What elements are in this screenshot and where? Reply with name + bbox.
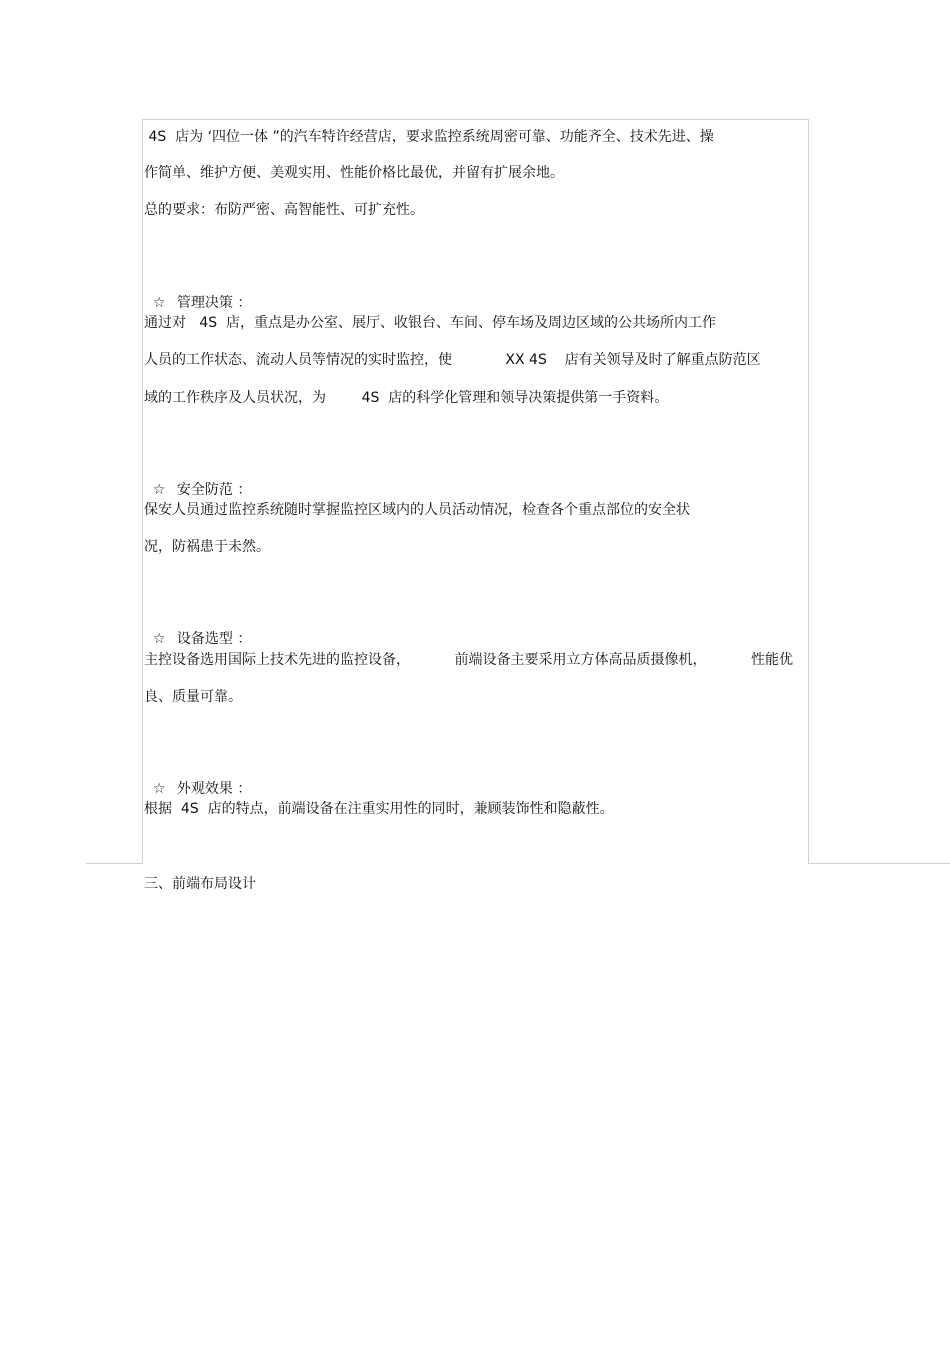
next-section-heading: 三、前端布局设计	[144, 876, 256, 892]
section-text-line: 通过对 4S 店，重点是办公室、展厅、收银台、车间、停车场及周边区域的公共场所内工作	[144, 315, 717, 331]
section-title: 管理决策 ：	[176, 295, 252, 311]
table-right-border	[808, 119, 809, 864]
star-icon: ☆	[152, 295, 166, 311]
section-text-line: 良、质量可靠。	[144, 689, 242, 705]
section-heading-appearance	[144, 762, 251, 798]
table-bottom-border-left	[86, 863, 143, 864]
section-text-line: 人员的工作状态、流动人员等情况的实时监控，使 XX 4S 店有关领导及时了解重点防范区	[144, 352, 761, 368]
intro-line-1: 4S 店为 ‘四位一体 ”的汽车特许经营店，要求监控系统周密可靠、功能齐全、技术先进、操	[144, 129, 714, 145]
section-text-line: 根据 4S 店的特点，前端设备在注重实用性的同时，兼顾装饰性和隐蔽性。	[144, 801, 614, 817]
table-left-border	[142, 119, 143, 864]
intro-line-3: 总的要求：布防严密、高智能性、可扩充性。	[144, 202, 424, 218]
section-title: 外观效果 ：	[176, 781, 252, 797]
section-heading-equipment	[144, 612, 251, 648]
section-title: 设备选型 ：	[176, 631, 252, 647]
section-text-line: 况，防祸患于未然。	[144, 539, 270, 555]
section-text-line: 主控设备选用国际上技术先进的监控设备， 前端设备主要采用立方体高品质摄像机， 性能优	[144, 652, 794, 668]
section-heading-security	[144, 463, 251, 499]
section-text-line: 域的工作秩序及人员状况，为 4S 店的科学化管理和领导决策提供第一手资料。	[144, 390, 669, 406]
section-title: 安全防范 ：	[176, 482, 252, 498]
star-icon: ☆	[152, 631, 166, 647]
section-text-line: 保安人员通过监控系统随时掌握监控区域内的人员活动情况，检查各个重点部位的安全状	[144, 502, 690, 518]
star-icon: ☆	[152, 482, 166, 498]
section-heading-management	[144, 276, 251, 312]
table-top-border	[142, 119, 809, 120]
table-bottom-border-right	[808, 863, 950, 864]
star-icon: ☆	[152, 781, 166, 797]
intro-line-2: 作简单、维护方便、美观实用、性能价格比最优，并留有扩展余地。	[144, 165, 564, 181]
